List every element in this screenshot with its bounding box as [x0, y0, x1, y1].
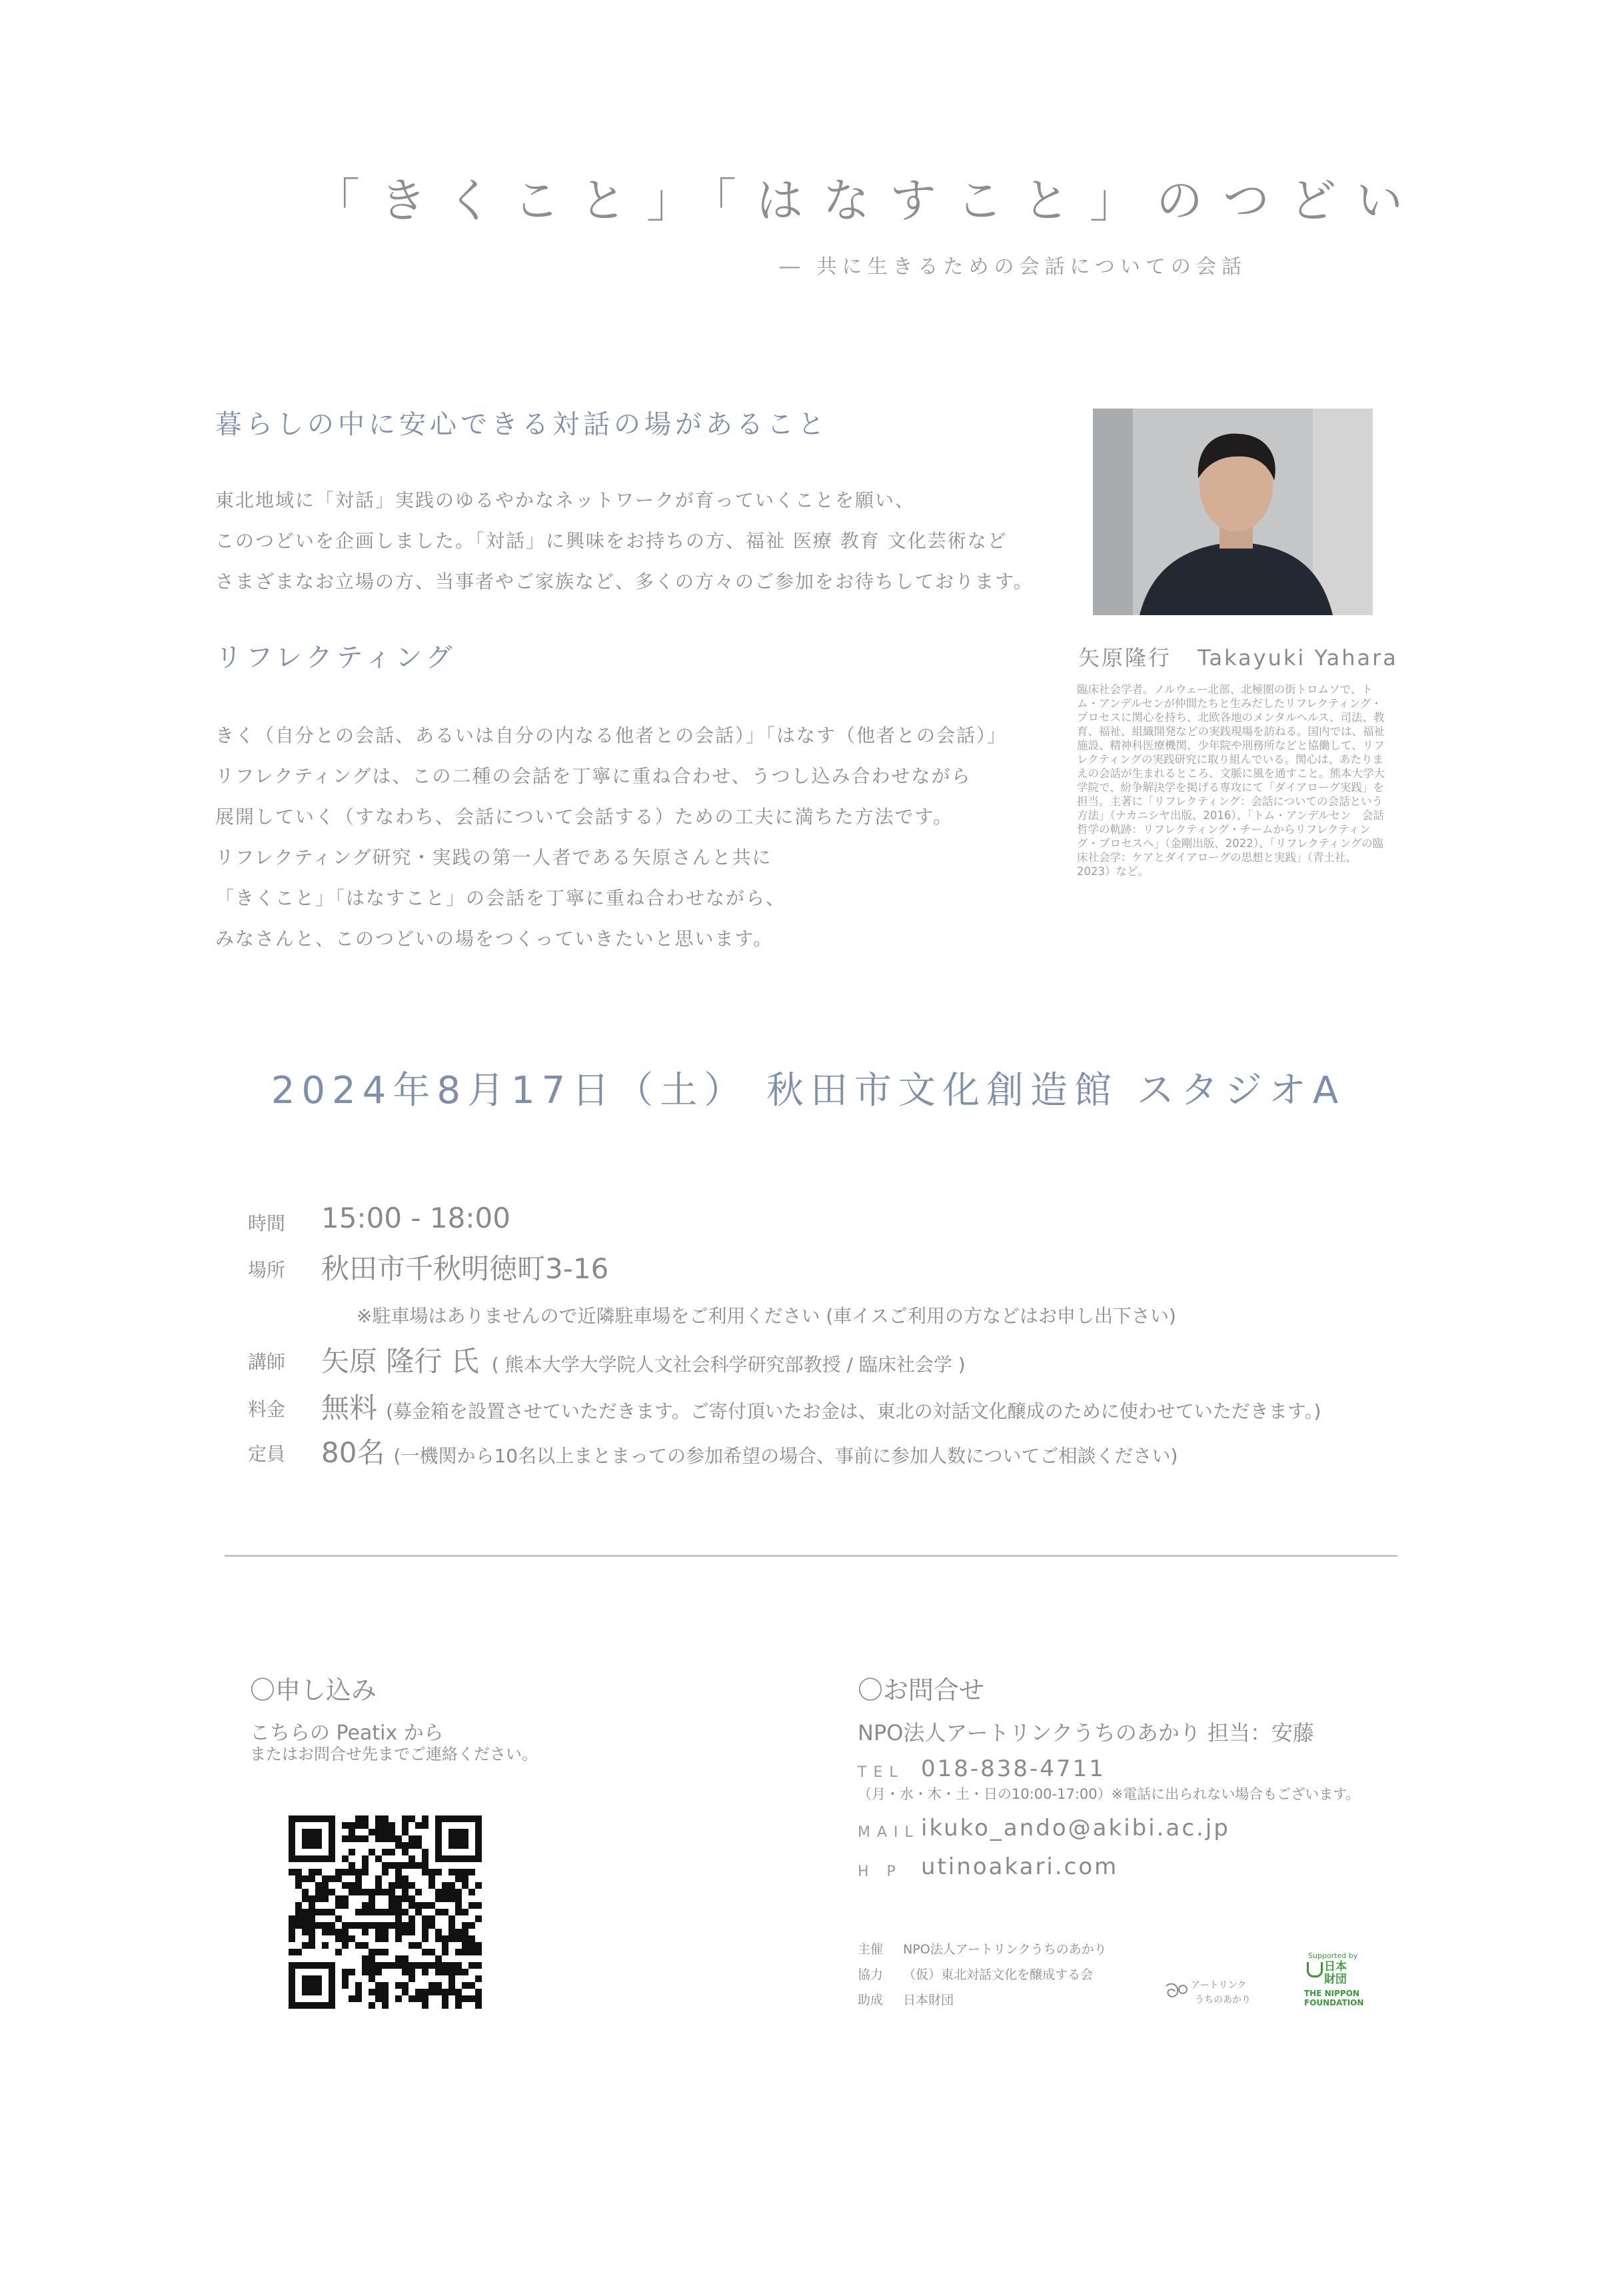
credit-host: [858, 1939, 1107, 1957]
intro-line: 東北地域に「対話」実践のゆるやかなネットワークが育っていくことを願い、: [215, 489, 916, 511]
mail-value[interactable]: ikuko_ando@akibi.ac.jp: [921, 1815, 1230, 1841]
place-value: 秋田市千秋明徳町3-16: [321, 1252, 609, 1285]
peatix-qr-code[interactable]: [289, 1815, 482, 2009]
nippon-kanji-2: 財団: [1324, 1973, 1347, 1986]
reflecting-heading: リフレクティング: [215, 642, 456, 673]
capacity-row: [321, 1431, 1178, 1471]
intro-line: このつどいを企画しました。「対話」に興味をお持ちの方、福祉 医療 教育 文化芸術など: [215, 530, 1008, 552]
utinoakari-logo-text-1: アートリンク: [1191, 1980, 1247, 1991]
nippon-en-1: THE NIPPON: [1304, 1989, 1359, 1998]
capacity-value: 80名: [321, 1436, 385, 1469]
lecturer-note: ( 熊本大学大学院人文社会科学研究部教授 / 臨床社会学 ): [491, 1354, 966, 1376]
place-note: ※駐車場はありませんので近隣駐車場をご利用ください (車イスご利用の方などはお申し出下さい): [357, 1305, 1176, 1327]
nippon-foundation-logo: [1303, 1951, 1369, 2018]
speaker-name-en: Takayuki Yahara: [1198, 645, 1398, 670]
fee-row: [321, 1386, 1321, 1426]
credit-coop: [858, 1965, 1093, 1983]
speaker-bio: 臨床社会学者。ノルウェー北部、北極圏の街トロムソで、トム・アンデルセンが仲間たちと生みだしたリフレクティング・プロセスに関心を持ち、北欧各地のメンタルヘルス、司法、教育、福祉、組織開発などの実践現場を訪ねる。国内では、福祉施設、精神科医療機関、少年院や刑務所などと協働して、リフレクティングの実践研究に取り組んでいる。関心は、あたりまえの会話が生まれるところ、文脈に風を通すこと。熊本大学大学院で、紛争解決学を掲げる専攻にて「ダイアローグ実践」を担当。主著に「リフレクティング：会話についての会話という方法」（ナカニシヤ出版、2016）、「トム・アンデルセン 会話哲学の軌跡：リフレクティング・チームからリフレクティング・プロセスへ」（金剛出版、2022）、「リフレクティングの臨床社会学：ケアとダイアローグの思想と実践」（青土社、2023）など。: [1077, 683, 1385, 878]
credit-coop-label: 協力: [858, 1967, 884, 1982]
credit-host-label: 主催: [858, 1942, 884, 1957]
nippon-supported-text: Supported by: [1308, 1951, 1358, 1960]
capacity-label: 定員: [248, 1443, 286, 1465]
credit-coop-value: （仮）東北対話文化を醸成する会: [903, 1967, 1094, 1982]
reflecting-line: リフレクティング研究・実践の第一人者である矢原さんと共に: [215, 846, 772, 868]
nippon-foundation-mark-icon: [1307, 1962, 1323, 1977]
time-label: 時間: [248, 1212, 286, 1234]
utinoakari-logo-text-2: うちのあかり: [1195, 1995, 1251, 2005]
hp-label: H P: [858, 1863, 902, 1880]
mail-label: MAIL: [858, 1824, 920, 1841]
intro-heading: 暮らしの中に安心できる対話の場があること: [215, 409, 828, 440]
reflecting-line: きく（自分との会話、あるいは自分の内なる他者との会話）」「はなす（他者との会話）」: [215, 724, 1008, 746]
intro-text: [215, 480, 1034, 602]
utinoakari-logo: [1163, 1973, 1263, 2013]
reflecting-line: 「きくこと」「はなすこと」の会話を丁寧に重ね合わせながら、: [215, 887, 786, 909]
hp-value[interactable]: utinoakari.com: [921, 1853, 1119, 1880]
lecturer-label: 講師: [248, 1351, 286, 1373]
speaker-portrait: [1093, 409, 1373, 615]
credit-host-value: NPO法人アートリンクうちのあかり: [903, 1942, 1107, 1957]
speaker-name-ja: 矢原隆行: [1078, 645, 1172, 670]
apply-heading: 〇申し込み: [250, 1676, 377, 1705]
capacity-note: (一機関から10名以上まとまっての参加希望の場合、事前に参加人数についてご相談ください): [393, 1445, 1178, 1467]
fee-note: (募金箱を設置させていただきます。ご寄付頂いたお金は、東北の対話文化醸成のために使わせていただきます。): [386, 1400, 1321, 1422]
nippon-en: [1304, 1989, 1363, 2007]
speaker-photo: [1093, 409, 1373, 615]
nippon-kanji-1: 日本: [1324, 1960, 1347, 1973]
page-title: 「きくこと」「はなすこと」のつどい: [313, 173, 1423, 228]
tel-note: （月・水・木・土・日の10:00-17:00）※電話に出られない場合もございます。: [858, 1786, 1360, 1802]
place-label: 場所: [248, 1259, 286, 1281]
credit-grant: [858, 1990, 954, 2008]
apply-line2: またはお問合せ先までご連絡ください。: [250, 1745, 538, 1763]
lecturer-row: [321, 1340, 966, 1380]
tel-value[interactable]: 018-838-4711: [921, 1755, 1106, 1782]
contact-org: NPO法人アートリンクうちのあかり 担当：安藤: [858, 1720, 1314, 1745]
speaker-name: [1078, 641, 1398, 672]
reflecting-line: 展開していく（すなわち、会話について会話する）ための工夫に満ちた方法です。: [215, 806, 954, 828]
divider: [225, 1555, 1397, 1557]
nippon-kanji: [1324, 1961, 1347, 1986]
intro-line: さまざまなお立場の方、当事者やご家族など、多くの方々のご参加をお待ちしております。: [215, 571, 1034, 592]
apply-line1[interactable]: こちらの Peatix から: [250, 1722, 444, 1745]
lecturer-value: 矢原 隆行 氏: [321, 1345, 479, 1378]
contact-heading: 〇お問合せ: [858, 1676, 985, 1705]
reflecting-line: リフレクティングは、この二種の会話を丁寧に重ね合わせ、うつし込み合わせながら: [215, 765, 972, 787]
tel-label: TEL: [858, 1764, 904, 1781]
fee-value: 無料: [321, 1392, 378, 1424]
credit-grant-value: 日本財団: [903, 1993, 954, 2007]
reflecting-line: みなさんと、このつどいの場をつくっていきたいと思います。: [215, 928, 774, 950]
page-subtitle: ― 共に生きるための会話についての会話: [780, 255, 1247, 279]
time-value: 15:00 - 18:00: [321, 1202, 510, 1234]
credit-grant-label: 助成: [858, 1993, 884, 2007]
nippon-en-2: FOUNDATION: [1304, 1998, 1364, 2007]
reflecting-text: [215, 715, 1007, 959]
event-headline: 2024年8月17日（土） 秋田市文化創造館 スタジオA: [271, 1069, 1345, 1112]
fee-label: 料金: [248, 1398, 286, 1420]
